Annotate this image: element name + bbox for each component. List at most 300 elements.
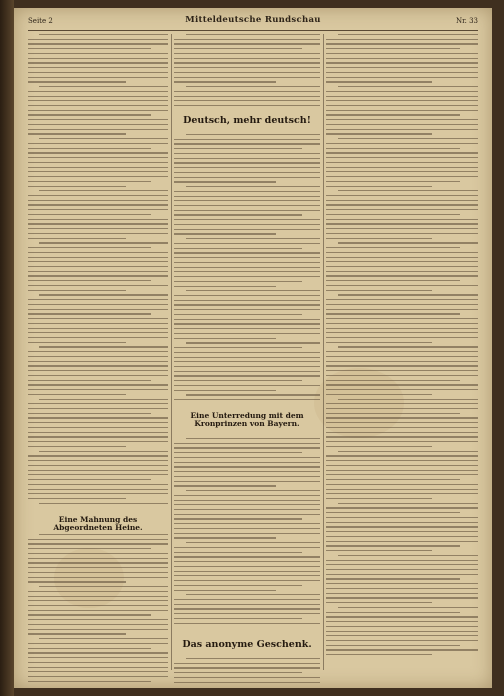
text-line [28, 441, 168, 442]
text-line [326, 517, 478, 518]
text-line [326, 649, 478, 650]
text-line [174, 575, 320, 576]
text-line [28, 548, 151, 549]
text-line [174, 357, 320, 358]
text-line [174, 481, 320, 482]
text-line [326, 290, 432, 291]
text-line [28, 498, 126, 499]
text-line [39, 399, 168, 400]
text-line [326, 413, 460, 414]
text-line [28, 100, 168, 101]
text-line [39, 242, 168, 243]
text-line [326, 365, 478, 366]
text-line [326, 455, 478, 456]
text-line [174, 319, 320, 320]
text-line [326, 526, 478, 527]
text-line [326, 536, 478, 537]
text-line [174, 471, 320, 472]
text-line [28, 214, 151, 215]
text-line [326, 375, 478, 376]
text-line [174, 623, 320, 624]
text-line [28, 133, 126, 134]
text-line [28, 413, 151, 414]
text-line [174, 62, 320, 63]
text-line [326, 186, 432, 187]
article-heading-kronprinz: Eine Unterredung mit dem Kronprinzen von Bayern. [190, 411, 304, 429]
text-line [28, 62, 168, 63]
text-line [338, 346, 478, 347]
newspaper-page [14, 8, 492, 688]
text-line [326, 275, 478, 276]
text-line [186, 542, 320, 543]
text-line [28, 337, 168, 338]
text-line [39, 586, 168, 587]
text-line [174, 375, 320, 376]
text-line [28, 581, 126, 582]
text-line [326, 356, 478, 357]
text-line [28, 143, 168, 144]
text-line [326, 299, 478, 300]
text-line [326, 432, 478, 433]
text-line [174, 528, 320, 529]
text-line [326, 408, 478, 409]
text-line [174, 618, 302, 619]
text-line [326, 389, 478, 390]
text-line [326, 616, 478, 617]
text-line [326, 280, 460, 281]
text-line [326, 498, 432, 499]
text-line [28, 129, 168, 130]
text-line [28, 323, 168, 324]
text-line [326, 143, 478, 144]
text-line [174, 399, 320, 400]
text-line [326, 157, 478, 158]
body-text-block [28, 534, 168, 686]
text-line [174, 509, 320, 510]
article-heading-mahnung: Eine Mahnung des Abgeordneten Heine. [53, 515, 143, 533]
text-line [326, 43, 478, 44]
text-line [28, 610, 168, 611]
text-line [326, 171, 478, 172]
text-line [174, 219, 320, 220]
text-line [174, 533, 320, 534]
text-line [326, 621, 478, 622]
text-line [28, 572, 168, 573]
text-line [186, 490, 320, 491]
body-text-block [174, 438, 320, 627]
text-line [174, 604, 320, 605]
text-line [186, 186, 320, 187]
text-line [326, 560, 478, 561]
text-line [28, 361, 168, 362]
text-line [28, 332, 168, 333]
text-line [28, 624, 168, 625]
text-line [174, 361, 320, 362]
text-line [326, 493, 478, 494]
text-line [338, 86, 478, 87]
text-line [174, 196, 320, 197]
text-line [28, 219, 168, 220]
text-line [174, 466, 320, 467]
text-line [326, 470, 478, 471]
column-divider [323, 34, 324, 670]
text-line [326, 91, 478, 92]
text-line [174, 200, 320, 201]
text-line [28, 562, 168, 563]
text-line [326, 645, 460, 646]
text-line [174, 443, 320, 444]
text-line [28, 91, 168, 92]
text-line [326, 318, 478, 319]
text-line [338, 555, 478, 556]
text-line [28, 446, 126, 447]
text-line [174, 328, 320, 329]
text-line [326, 323, 478, 324]
text-line [326, 507, 478, 508]
text-line [28, 394, 126, 395]
text-line [174, 323, 320, 324]
text-line [28, 157, 168, 158]
text-line [39, 86, 168, 87]
text-line [28, 356, 168, 357]
text-line [39, 534, 168, 535]
text-line [326, 328, 478, 329]
text-line [338, 138, 478, 139]
body-text-block [174, 658, 320, 686]
text-line [326, 261, 478, 262]
text-line [28, 577, 168, 578]
text-line [174, 167, 320, 168]
article-heading-deutsch: Deutsch, mehr deutsch! [183, 115, 311, 126]
text-line [28, 162, 168, 163]
text-line [326, 489, 478, 490]
text-line [326, 195, 478, 196]
text-line [326, 351, 478, 352]
text-line [326, 380, 460, 381]
text-line [28, 110, 168, 111]
text-line [174, 229, 320, 230]
text-line [174, 663, 320, 664]
text-line [28, 43, 168, 44]
text-line [326, 167, 478, 168]
text-line [28, 681, 151, 682]
text-line [186, 658, 320, 659]
text-line [28, 167, 168, 168]
text-line [28, 403, 168, 404]
text-line [28, 629, 168, 630]
text-line [174, 580, 320, 581]
page-label: Seite 2 [28, 17, 53, 25]
text-line [28, 176, 168, 177]
text-line [186, 290, 320, 291]
text-line [326, 48, 460, 49]
text-line [326, 361, 478, 362]
text-line [174, 347, 302, 348]
text-line [174, 613, 320, 614]
text-line [326, 417, 478, 418]
text-line [28, 195, 168, 196]
text-line [28, 370, 168, 371]
text-line [39, 503, 168, 504]
text-line [326, 422, 478, 423]
text-line [28, 558, 168, 559]
text-line [326, 654, 432, 655]
text-line [28, 619, 168, 620]
text-line [28, 436, 168, 437]
text-line [28, 657, 168, 658]
text-line [28, 285, 168, 286]
text-line [326, 124, 478, 125]
text-line [28, 271, 168, 272]
text-line [174, 100, 320, 101]
text-line [338, 34, 478, 35]
text-line [326, 484, 478, 485]
text-line [174, 457, 320, 458]
text-line [28, 553, 168, 554]
text-line [39, 294, 168, 295]
text-line [326, 512, 460, 513]
text-line [28, 479, 151, 480]
text-line [174, 210, 320, 211]
text-line [326, 247, 460, 248]
text-line [28, 493, 168, 494]
text-line [338, 399, 478, 400]
text-line [174, 682, 320, 683]
text-line [174, 571, 320, 572]
text-line [28, 228, 168, 229]
body-text-block [28, 34, 168, 507]
text-line [174, 39, 320, 40]
column-1 [28, 34, 168, 670]
text-line [28, 238, 126, 239]
text-line [326, 332, 478, 333]
text-line [174, 390, 276, 391]
text-line [174, 537, 276, 538]
text-line [326, 162, 478, 163]
text-line [174, 514, 320, 515]
text-line [28, 81, 126, 82]
text-line [326, 640, 478, 641]
text-line [28, 484, 168, 485]
text-line [39, 34, 168, 35]
text-line [174, 566, 320, 567]
text-line [174, 338, 276, 339]
text-line [326, 96, 478, 97]
text-line [326, 436, 478, 437]
text-line [174, 96, 320, 97]
text-line [28, 455, 168, 456]
text-line [174, 248, 302, 249]
text-line [326, 100, 478, 101]
text-line [28, 662, 168, 663]
text-line [174, 585, 302, 586]
column-2 [174, 34, 320, 670]
text-line [326, 550, 432, 551]
text-line [174, 257, 320, 258]
text-line [174, 148, 302, 149]
text-line [28, 58, 168, 59]
text-line [326, 53, 478, 54]
text-line [28, 351, 168, 352]
book-binding [0, 0, 14, 696]
text-line [174, 271, 320, 272]
text-line [28, 460, 168, 461]
text-line [326, 593, 478, 594]
text-line [338, 242, 478, 243]
text-line [28, 257, 168, 258]
text-line [174, 300, 320, 301]
text-line [28, 648, 151, 649]
column-3 [326, 34, 478, 670]
text-line [326, 176, 478, 177]
text-line [338, 607, 478, 608]
text-line [174, 504, 320, 505]
text-line [174, 667, 320, 668]
text-line [326, 569, 478, 570]
text-line [326, 223, 478, 224]
text-line [28, 470, 168, 471]
text-line [174, 214, 302, 215]
text-line [28, 643, 168, 644]
text-line [338, 294, 478, 295]
article-heading-geschenk: Das anonyme Geschenk. [182, 639, 312, 650]
text-line [326, 597, 478, 598]
text-line [326, 631, 478, 632]
text-line [174, 53, 320, 54]
text-line [174, 233, 276, 234]
text-line [174, 556, 320, 557]
text-line [174, 518, 302, 519]
text-line [28, 543, 168, 544]
text-line [28, 114, 151, 115]
text-line [28, 328, 168, 329]
text-line [326, 67, 478, 68]
text-line [28, 432, 168, 433]
text-line [326, 626, 478, 627]
text-line [28, 280, 151, 281]
text-line [174, 352, 320, 353]
text-line [326, 238, 432, 239]
text-line [174, 385, 320, 386]
text-line [326, 479, 460, 480]
text-line [186, 394, 320, 395]
text-line [326, 219, 478, 220]
text-line [28, 567, 168, 568]
text-line [28, 633, 126, 634]
body-text-block [174, 134, 320, 404]
text-line [174, 43, 320, 44]
text-line [326, 105, 478, 106]
text-line [186, 34, 320, 35]
text-line [186, 594, 320, 595]
text-line [326, 81, 432, 82]
page-header [28, 14, 478, 28]
text-line [28, 181, 151, 182]
text-line [28, 233, 168, 234]
text-line [338, 503, 478, 504]
text-line [174, 295, 320, 296]
text-line [186, 86, 320, 87]
text-line [174, 67, 320, 68]
text-line [174, 72, 320, 73]
text-line [326, 313, 460, 314]
text-line [326, 602, 432, 603]
text-line [174, 177, 320, 178]
text-line [28, 380, 151, 381]
text-line [174, 677, 320, 678]
text-line [326, 266, 478, 267]
text-line [28, 417, 168, 418]
text-line [174, 333, 320, 334]
text-line [326, 39, 478, 40]
text-line [186, 238, 320, 239]
text-line [28, 342, 126, 343]
text-line [28, 318, 168, 319]
text-line [326, 257, 478, 258]
text-line [28, 375, 168, 376]
text-line [326, 545, 460, 546]
text-line [28, 67, 168, 68]
text-line [28, 474, 168, 475]
text-line [28, 652, 168, 653]
text-line [174, 48, 302, 49]
text-line [174, 523, 320, 524]
text-line [326, 114, 460, 115]
text-line [326, 574, 478, 575]
text-line [174, 91, 320, 92]
text-line [174, 476, 320, 477]
text-line [174, 243, 320, 244]
text-line [326, 612, 460, 613]
text-line [174, 599, 320, 600]
text-line [326, 181, 460, 182]
text-line [28, 489, 168, 490]
text-line [326, 384, 478, 385]
text-line [326, 541, 478, 542]
text-line [28, 124, 168, 125]
text-line [326, 403, 478, 404]
text-line [326, 304, 478, 305]
text-line [28, 667, 168, 668]
text-line [174, 547, 320, 548]
text-line [338, 451, 478, 452]
text-line [326, 337, 478, 338]
text-line [28, 384, 168, 385]
text-line [326, 583, 478, 584]
text-line [326, 200, 478, 201]
newspaper-title: Mitteldeutsche Rundschau [185, 15, 321, 25]
text-line [28, 304, 168, 305]
text-line [28, 48, 151, 49]
column-divider [171, 34, 172, 670]
text-line [174, 276, 320, 277]
text-line [28, 119, 168, 120]
text-line [174, 58, 320, 59]
text-line [326, 58, 478, 59]
body-text-block [326, 34, 478, 659]
text-line [28, 223, 168, 224]
text-line [326, 204, 478, 205]
text-line [326, 148, 460, 149]
text-line [28, 105, 168, 106]
text-line [174, 143, 320, 144]
text-line [28, 53, 168, 54]
text-line [28, 671, 168, 672]
text-line [338, 190, 478, 191]
text-line [28, 39, 168, 40]
text-line [28, 247, 151, 248]
text-line [174, 172, 320, 173]
